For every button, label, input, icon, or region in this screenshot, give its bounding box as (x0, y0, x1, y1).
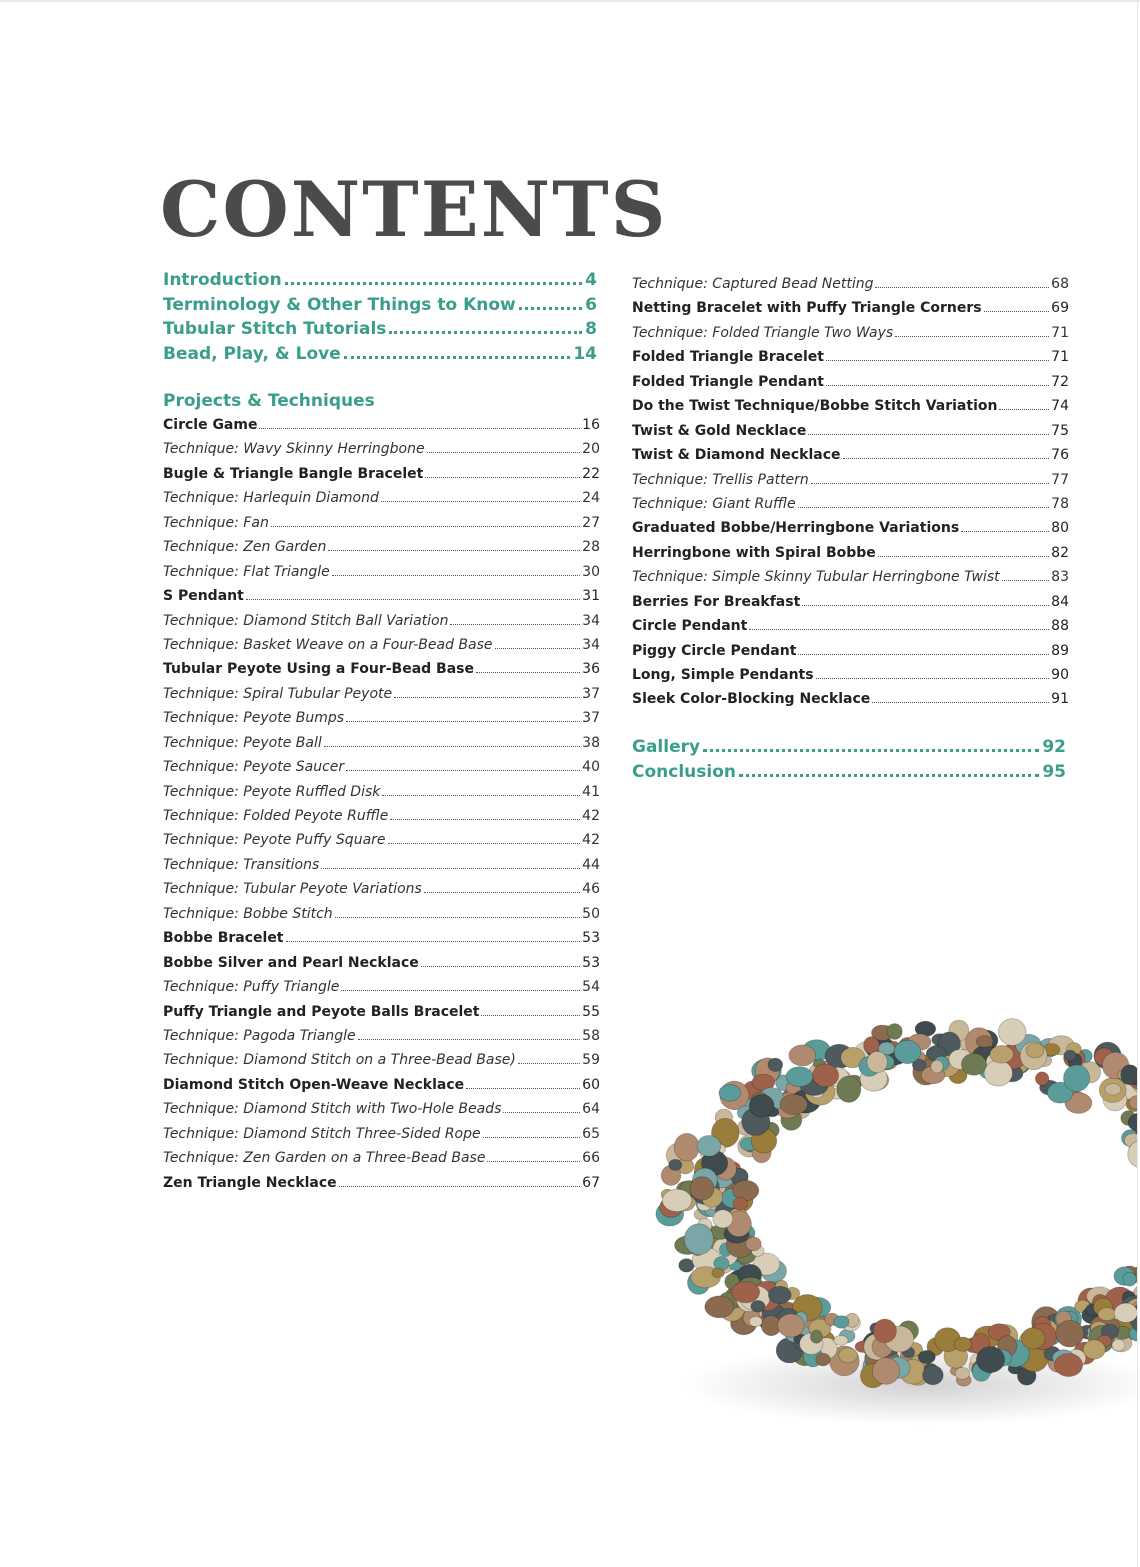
toc-entry[interactable] (163, 1101, 600, 1125)
dot-leader (425, 477, 580, 478)
toc-entry-label: Technique: Diamond Stitch Three-Sided Rope (163, 1125, 481, 1142)
toc-entry-label: Gallery (632, 737, 701, 757)
toc-entry[interactable] (163, 490, 600, 514)
dot-leader (381, 501, 580, 502)
toc-entry-label: Twist & Gold Necklace (632, 422, 807, 439)
toc-main-entry[interactable] (632, 737, 1066, 762)
toc-entry[interactable] (163, 1150, 600, 1174)
toc-entry-label: Technique: Diamond Stitch with Two-Hole Beads (163, 1101, 502, 1118)
toc-entry[interactable] (163, 906, 600, 930)
toc-entry-page: 53 (582, 930, 600, 947)
toc-entry-page: 75 (1051, 422, 1069, 439)
toc-entry-page: 36 (582, 661, 600, 678)
dot-leader (811, 483, 1049, 484)
toc-entry-page: 95 (1042, 761, 1066, 782)
bead (954, 1337, 971, 1351)
toc-entry-label: Terminology & Other Things to Know (163, 294, 516, 315)
toc-entry[interactable] (163, 1175, 600, 1199)
toc-entry[interactable] (163, 564, 600, 588)
toc-entry[interactable] (632, 618, 1069, 642)
toc-entry[interactable] (163, 759, 600, 783)
toc-entry-page: 22 (582, 465, 600, 482)
dot-leader (826, 385, 1049, 386)
toc-entry-label: Technique: Zen Garden (163, 539, 327, 556)
bead (1123, 1272, 1136, 1286)
bead (873, 1319, 896, 1343)
toc-entry-label: Technique: Folded Triangle Two Ways (632, 324, 894, 341)
toc-entry[interactable] (632, 325, 1069, 349)
toc-entry[interactable] (163, 637, 600, 661)
bead (690, 1177, 714, 1200)
bead (733, 1197, 747, 1210)
toc-entry-label: Bobbe Silver and Pearl Necklace (163, 954, 419, 971)
bead (1056, 1320, 1084, 1347)
toc-entry-page: 84 (1051, 593, 1069, 610)
toc-entry[interactable] (163, 955, 600, 979)
toc-entry-page: 89 (1051, 642, 1069, 659)
toc-entry-page: 71 (1051, 349, 1069, 366)
toc-entry-page: 41 (582, 783, 600, 800)
bead (867, 1052, 888, 1073)
toc-entry-page: 83 (1051, 569, 1069, 586)
toc-entry[interactable] (163, 613, 600, 637)
toc-entry-page: 24 (582, 490, 600, 507)
toc-entry-page: 40 (582, 759, 600, 776)
toc-entry-label: Technique: Harlequin Diamond (163, 490, 379, 507)
toc-entry-page: 92 (1042, 737, 1066, 757)
bead (837, 1076, 861, 1102)
page-top-border (0, 0, 1140, 2)
toc-entry-label: Technique: Wavy Skinny Herringbone (163, 441, 425, 458)
toc-entry[interactable] (163, 1052, 600, 1076)
projects-toc-left (163, 417, 600, 1199)
dot-leader (875, 287, 1049, 288)
dot-leader (808, 434, 1049, 435)
toc-main-entry[interactable] (632, 762, 1066, 787)
bead (961, 1053, 986, 1075)
bead (1064, 1050, 1076, 1061)
bead (674, 1133, 699, 1161)
bead (1114, 1303, 1137, 1322)
dot-leader (382, 795, 580, 796)
toc-entry-label: Technique: Trellis Pattern (632, 471, 809, 488)
intro-toc-list (163, 270, 597, 368)
dot-leader (286, 941, 581, 942)
bead (918, 1351, 935, 1364)
toc-entry-label: Technique: Basket Weave on a Four-Bead Base (163, 636, 493, 653)
toc-entry-page: 4 (585, 270, 597, 290)
dot-leader (495, 648, 581, 649)
toc-entry-label: Diamond Stitch Open-Weave Necklace (163, 1076, 465, 1093)
toc-entry-label: Technique: Flat Triangle (163, 563, 330, 580)
dot-leader (703, 749, 1039, 752)
toc-entry-page: 90 (1051, 667, 1069, 683)
section-heading: Projects & Techniques (163, 391, 375, 411)
dot-leader (246, 599, 580, 600)
dot-leader (339, 1186, 581, 1187)
bead (751, 1301, 765, 1313)
bead (712, 1268, 724, 1278)
bead (872, 1358, 899, 1385)
dot-leader (518, 1063, 580, 1064)
bead (786, 1067, 813, 1087)
bead (1026, 1043, 1044, 1058)
toc-entry[interactable] (163, 735, 600, 759)
toc-entry-page: 55 (582, 1003, 600, 1020)
dot-leader (358, 1039, 581, 1040)
toc-entry[interactable] (163, 661, 600, 685)
bead (746, 1237, 761, 1251)
dot-leader (826, 360, 1049, 361)
toc-entry-label: Technique: Zen Garden on a Three-Bead Base (163, 1150, 486, 1167)
dot-leader (816, 678, 1050, 679)
dot-leader (328, 550, 580, 551)
toc-entry[interactable] (163, 515, 600, 539)
bead (810, 1330, 822, 1343)
dot-leader (872, 702, 1049, 703)
toc-entry[interactable] (632, 472, 1069, 496)
toc-entry-label: S Pendant (163, 588, 244, 605)
toc-entry[interactable] (632, 423, 1069, 447)
projects-toc-right (632, 276, 1069, 716)
toc-entry-page: 37 (582, 710, 600, 727)
toc-entry-label: Technique: Diamond Stitch on a Three-Bead Base) (163, 1052, 516, 1069)
dot-leader (389, 331, 582, 334)
toc-entry[interactable] (632, 569, 1069, 593)
toc-entry[interactable] (632, 300, 1069, 324)
toc-entry-page: 82 (1051, 544, 1069, 561)
toc-entry[interactable] (163, 1004, 600, 1028)
bead (976, 1347, 1004, 1373)
toc-entry-page: 77 (1051, 471, 1069, 488)
toc-entry-label: Technique: Peyote Ruffled Disk (163, 783, 381, 800)
dot-leader (390, 819, 580, 820)
toc-entry-page: 64 (582, 1101, 600, 1118)
toc-entry-label: Zen Triangle Necklace (163, 1174, 337, 1191)
toc-entry-label: Sleek Color-Blocking Necklace (632, 691, 871, 708)
toc-entry-page: 6 (585, 294, 597, 315)
toc-entry[interactable] (163, 1028, 600, 1052)
toc-main-entry[interactable] (163, 344, 597, 369)
toc-entry-page: 67 (582, 1174, 600, 1191)
dot-leader (421, 966, 580, 967)
dot-leader (984, 311, 1050, 312)
toc-entry[interactable] (163, 979, 600, 1003)
bead (984, 1060, 1012, 1086)
toc-entry[interactable] (163, 784, 600, 808)
bead (887, 1024, 902, 1040)
dot-leader (335, 917, 581, 918)
toc-entry-label: Technique: Transitions (163, 856, 320, 873)
toc-entry-label: Technique: Giant Ruffle (632, 495, 796, 512)
bead (1121, 1065, 1137, 1085)
toc-entry[interactable] (632, 520, 1069, 544)
dot-leader (424, 892, 580, 893)
toc-entry-label: Tubular Stitch Tutorials (163, 319, 387, 339)
bead (662, 1189, 691, 1211)
closing-toc-list (632, 737, 1066, 786)
toc-entry-page: 14 (573, 343, 597, 364)
toc-main-entry[interactable] (163, 319, 597, 344)
dot-leader (739, 774, 1039, 777)
beaded-bracelet-photo (622, 1005, 1137, 1485)
toc-entry-label: Bead, Play, & Love (163, 343, 341, 364)
bead (990, 1046, 1014, 1064)
dot-leader (519, 307, 582, 310)
toc-entry[interactable] (163, 417, 600, 441)
toc-entry-label: Circle Game (163, 417, 258, 433)
bead (733, 1180, 759, 1200)
bead (1064, 1065, 1090, 1092)
toc-main-entry[interactable] (163, 295, 597, 320)
dot-leader (427, 452, 581, 453)
toc-entry-page: 69 (1051, 300, 1069, 317)
toc-entry-page: 74 (1051, 398, 1069, 415)
toc-entry-page: 71 (1051, 324, 1069, 341)
bead (816, 1353, 830, 1366)
toc-entry-page: 46 (582, 881, 600, 898)
dot-leader (798, 507, 1050, 508)
bead (923, 1365, 944, 1384)
dot-leader (749, 629, 1049, 630)
dot-leader (466, 1088, 580, 1089)
toc-entry-label: Introduction (163, 270, 282, 290)
toc-entry[interactable] (163, 1077, 600, 1101)
dot-leader (476, 672, 580, 673)
toc-entry-label: Technique: Simple Skinny Tubular Herringbone Twist (632, 569, 1000, 586)
toc-entry-page: 53 (582, 954, 600, 971)
toc-entry[interactable] (632, 374, 1069, 398)
toc-entry-page: 42 (582, 832, 600, 849)
bead (749, 1316, 762, 1326)
toc-entry-label: Bobbe Bracelet (163, 930, 284, 947)
toc-entry[interactable] (163, 832, 600, 856)
toc-entry-page: 91 (1051, 691, 1069, 708)
toc-entry-label: Twist & Diamond Necklace (632, 447, 841, 464)
toc-entry-page: 68 (1051, 276, 1069, 292)
toc-entry-page: 50 (582, 905, 600, 922)
toc-entry[interactable] (632, 276, 1069, 300)
dot-leader (961, 531, 1049, 532)
toc-entry-label: Technique: Puffy Triangle (163, 979, 340, 996)
toc-entry-page: 38 (582, 734, 600, 751)
dot-leader (285, 282, 582, 285)
bead (1021, 1328, 1045, 1349)
toc-entry[interactable] (632, 691, 1069, 715)
toc-entry-page: 34 (582, 636, 600, 653)
dot-leader (321, 868, 580, 869)
toc-entry[interactable] (632, 643, 1069, 667)
toc-entry-page: 37 (582, 685, 600, 702)
dot-leader (341, 990, 580, 991)
bead (813, 1064, 839, 1087)
dot-leader (344, 356, 571, 359)
dot-leader (878, 556, 1049, 557)
dot-leader (259, 428, 580, 429)
toc-entry-page: 16 (582, 417, 600, 433)
bead (684, 1224, 713, 1255)
bead (669, 1159, 682, 1170)
dot-leader (487, 1161, 580, 1162)
toc-entry-label: Puffy Triangle and Peyote Balls Bracelet (163, 1003, 480, 1020)
toc-entry[interactable] (163, 441, 600, 465)
toc-entry-page: 88 (1051, 618, 1069, 635)
toc-entry[interactable] (632, 496, 1069, 520)
bead (719, 1085, 741, 1102)
toc-entry-label: Long, Simple Pendants (632, 667, 814, 683)
toc-entry-page: 8 (585, 319, 597, 339)
toc-entry-label: Technique: Peyote Saucer (163, 759, 345, 776)
dot-leader (503, 1112, 580, 1113)
bead (1105, 1084, 1121, 1095)
toc-entry-page: 72 (1051, 373, 1069, 390)
toc-entry-page: 42 (582, 808, 600, 824)
toc-entry[interactable] (163, 857, 600, 881)
toc-entry-label: Folded Triangle Pendant (632, 373, 824, 390)
toc-entry-label: Piggy Circle Pendant (632, 642, 797, 659)
toc-entry-page: 31 (582, 588, 600, 605)
toc-entry[interactable] (632, 594, 1069, 618)
toc-entry[interactable] (632, 349, 1069, 373)
dot-leader (388, 843, 581, 844)
bead (839, 1348, 858, 1363)
dot-leader (483, 1137, 581, 1138)
toc-entry[interactable] (163, 539, 600, 563)
toc-entry-page: 65 (582, 1125, 600, 1142)
dot-leader (798, 654, 1049, 655)
bead (768, 1058, 783, 1071)
toc-entry-page: 54 (582, 979, 600, 996)
dot-leader (999, 409, 1049, 410)
bead (697, 1136, 721, 1157)
toc-entry-label: Technique: Peyote Puffy Square (163, 832, 386, 849)
toc-entry-page: 30 (582, 563, 600, 580)
bead-cluster (656, 1019, 1137, 1388)
toc-entry[interactable] (163, 710, 600, 734)
bead (789, 1045, 816, 1066)
toc-entry-label: Technique: Spiral Tubular Peyote (163, 685, 393, 702)
toc-entry-page: 60 (582, 1076, 600, 1093)
dot-leader (324, 746, 580, 747)
toc-entry-page: 20 (582, 441, 600, 458)
bead (768, 1286, 791, 1303)
bead (713, 1210, 733, 1228)
bead (1055, 1354, 1083, 1377)
bead (1112, 1339, 1125, 1351)
toc-entry-page: 34 (582, 612, 600, 629)
toc-entry-page: 78 (1051, 495, 1069, 512)
toc-entry[interactable] (163, 881, 600, 905)
toc-entry-label: Tubular Peyote Using a Four-Bead Base (163, 661, 474, 678)
bead (1098, 1308, 1116, 1321)
toc-entry-page: 66 (582, 1150, 600, 1167)
toc-entry-label: Do the Twist Technique/Bobbe Stitch Variation (632, 398, 998, 415)
toc-entry-label: Folded Triangle Bracelet (632, 349, 824, 366)
bead (778, 1314, 805, 1337)
toc-entry-label: Bugle & Triangle Bangle Bracelet (163, 465, 424, 482)
toc-entry-page: 28 (582, 539, 600, 556)
dot-leader (481, 1015, 580, 1016)
toc-entry-page: 44 (582, 856, 600, 873)
bead (705, 1296, 734, 1318)
toc-entry-label: Technique: Captured Bead Netting (632, 276, 874, 292)
toc-entry[interactable] (163, 930, 600, 954)
dot-leader (450, 624, 580, 625)
dot-leader (346, 721, 580, 722)
toc-entry[interactable] (163, 588, 600, 612)
toc-entry[interactable] (163, 686, 600, 710)
toc-entry-label: Graduated Bobbe/Herringbone Variations (632, 520, 960, 537)
bead (732, 1281, 760, 1302)
toc-entry-label: Technique: Tubular Peyote Variations (163, 881, 422, 898)
bead (955, 1367, 969, 1379)
dot-leader (394, 697, 580, 698)
bead (834, 1316, 849, 1328)
toc-entry-label: Technique: Diamond Stitch Ball Variation (163, 612, 449, 629)
dot-leader (843, 458, 1050, 459)
toc-entry[interactable] (632, 667, 1069, 691)
toc-entry-page: 59 (582, 1052, 600, 1069)
toc-main-entry[interactable] (163, 270, 597, 295)
bead (894, 1040, 921, 1063)
toc-entry[interactable] (632, 545, 1069, 569)
toc-entry-label: Netting Bracelet with Puffy Triangle Corners (632, 300, 982, 317)
bead (1083, 1340, 1105, 1359)
toc-entry-page: 80 (1051, 520, 1069, 537)
toc-entry[interactable] (632, 398, 1069, 422)
bead (1035, 1072, 1048, 1085)
toc-entry-label: Technique: Pagoda Triangle (163, 1027, 356, 1044)
toc-entry-label: Berries For Breakfast (632, 593, 801, 610)
toc-entry-label: Circle Pendant (632, 618, 748, 635)
toc-entry-page: 58 (582, 1027, 600, 1044)
dot-leader (895, 336, 1049, 337)
toc-entry-label: Conclusion (632, 761, 736, 782)
dot-leader (332, 575, 580, 576)
toc-entry-label: Technique: Bobbe Stitch (163, 905, 333, 922)
toc-entry-label: Herringbone with Spiral Bobbe (632, 544, 876, 561)
toc-entry[interactable] (163, 808, 600, 832)
bead (931, 1060, 943, 1073)
bead (998, 1019, 1026, 1046)
toc-entry-label: Technique: Peyote Bumps (163, 710, 345, 727)
toc-entry[interactable] (632, 447, 1069, 471)
dot-leader (802, 605, 1049, 606)
page-title: CONTENTS (160, 165, 668, 254)
toc-entry[interactable] (163, 466, 600, 490)
bead (976, 1036, 993, 1048)
dot-leader (1002, 580, 1050, 581)
bead (834, 1335, 848, 1345)
page-right-border (1137, 0, 1138, 1567)
toc-entry-page: 27 (582, 514, 600, 531)
toc-entry-page: 76 (1051, 447, 1069, 464)
bead (780, 1094, 808, 1114)
dot-leader (271, 526, 580, 527)
toc-entry-label: Technique: Peyote Ball (163, 734, 322, 751)
toc-entry-label: Technique: Fan (163, 514, 269, 531)
bead (749, 1094, 774, 1117)
dot-leader (346, 770, 580, 771)
toc-entry-label: Technique: Folded Peyote Ruffle (163, 808, 389, 824)
toc-entry[interactable] (163, 1126, 600, 1150)
